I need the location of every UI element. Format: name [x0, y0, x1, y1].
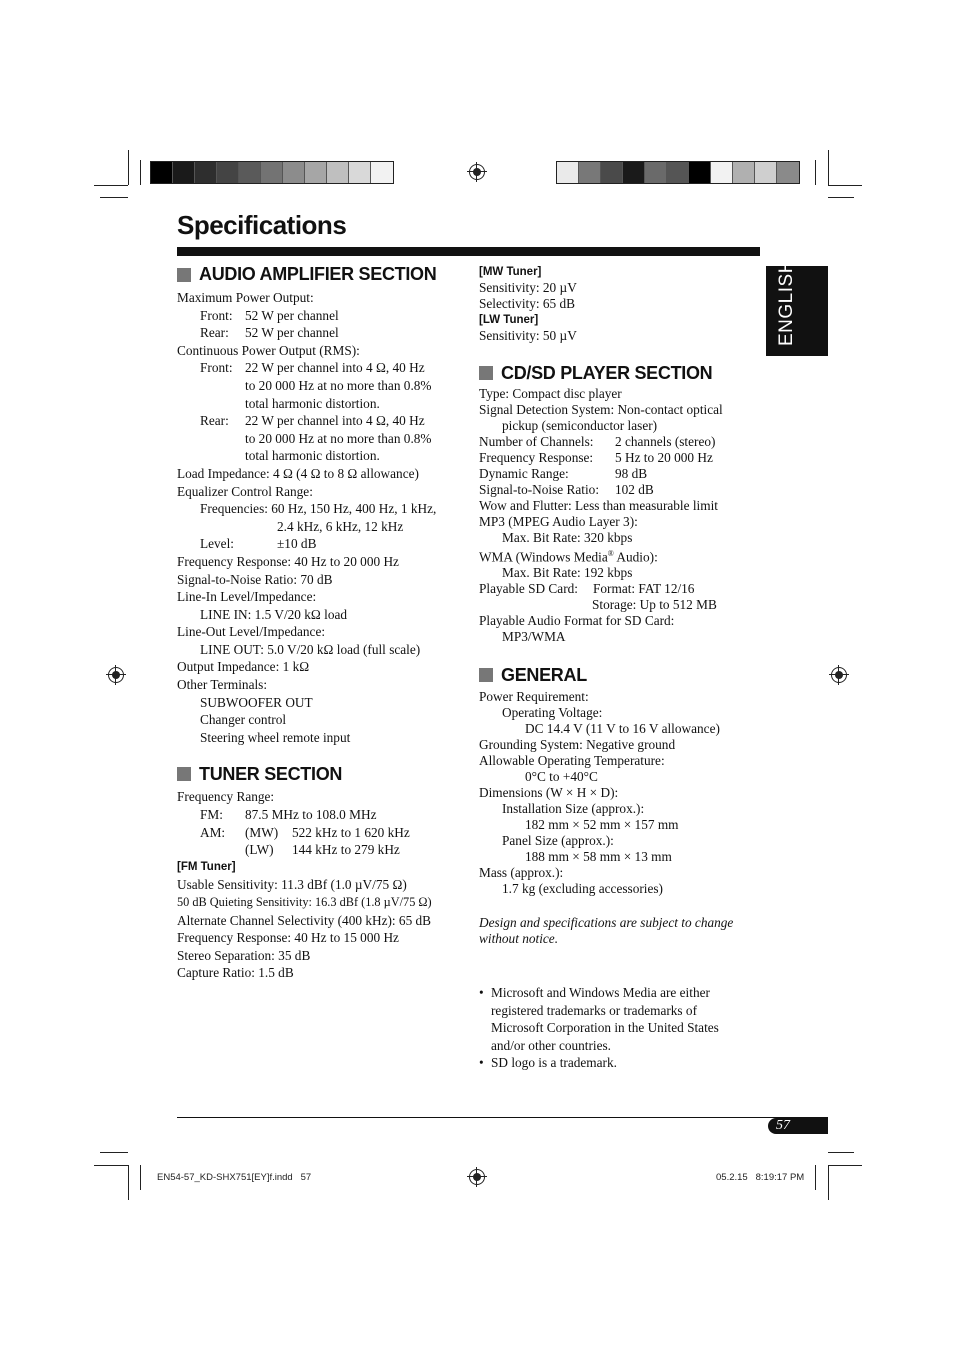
spec-line: Alternate Channel Selectivity (400 kHz): 65 dB: [177, 912, 432, 928]
color-calibration-bar-left: [150, 161, 394, 184]
spec-line: Frequencies: 60 Hz, 150 Hz, 400 Hz, 1 kHz,: [200, 501, 437, 517]
right-column: [479, 264, 769, 1072]
calibration-swatch: [667, 162, 689, 183]
section-title: AUDIO AMPLIFIER SECTION: [199, 264, 437, 285]
spec-line: Sensitivity: 20 µV: [479, 280, 577, 295]
calibration-swatch: [239, 162, 261, 183]
spec-line: Maximum Power Output:: [177, 290, 314, 305]
spec-line: Frequency Range:: [177, 789, 275, 805]
registration-mark-icon: [831, 667, 847, 683]
calibration-swatch: [733, 162, 755, 183]
spec-line: 2.4 kHz, 6 kHz, 12 kHz: [277, 518, 404, 534]
calibration-swatch: [305, 162, 327, 183]
color-calibration-bar-right: [556, 161, 800, 184]
spec-line: to 20 000 Hz at no more than 0.8%: [245, 377, 432, 393]
spec-line: Changer control: [200, 712, 287, 728]
spec-line: Load Impedance: 4 Ω (4 Ω to 8 Ω allowance): [177, 465, 419, 481]
spec-line: Installation Size (approx.):: [502, 801, 645, 817]
section-square-icon: [177, 767, 191, 781]
spec-line: Line-In Level/Impedance:: [177, 589, 317, 605]
spec-line: Frequency Response: 40 Hz to 20 000 Hz: [177, 553, 399, 569]
spec-line: Front: 22 W per channel into 4 Ω, 40 Hz: [200, 360, 425, 376]
section-title: GENERAL: [501, 665, 587, 686]
calibration-swatch: [217, 162, 239, 183]
spec-line: pickup (semiconductor laser): [502, 418, 658, 433]
spec-line: Frequency Response: 40 Hz to 15 000 Hz: [177, 930, 399, 946]
spec-line: Steering wheel remote input: [200, 729, 351, 745]
tuner-heading: [177, 763, 467, 785]
trademark-note: • SD logo is a trademark.: [479, 1055, 617, 1071]
calibration-swatch: [151, 162, 173, 183]
calibration-swatch: [711, 162, 733, 183]
spec-line: LINE IN: 1.5 V/20 kΩ load: [200, 606, 348, 622]
spec-line: MP3 (MPEG Audio Layer 3):: [479, 514, 638, 529]
calibration-swatch: [557, 162, 579, 183]
spec-line: Front: 52 W per channel: [200, 307, 339, 323]
bullet-icon: •: [479, 985, 484, 1001]
calibration-swatch: [645, 162, 667, 183]
language-label: ENGLISH: [776, 259, 797, 346]
spec-line: Capture Ratio: 1.5 dB: [177, 965, 294, 981]
spec-line: WMA (Windows Media® Audio):: [479, 549, 658, 565]
section-square-icon: [479, 366, 493, 380]
spec-line: 1.7 kg (excluding accessories): [502, 881, 663, 897]
spec-line: Level: ±10 dB: [200, 536, 317, 552]
fm-tuner-subheading: [FM Tuner]: [177, 860, 236, 873]
language-tab: [766, 259, 828, 356]
spec-line: Signal-to-Noise Ratio: 102 dB: [479, 482, 654, 497]
audio-amplifier-heading: [177, 264, 467, 286]
spec-line: Max. Bit Rate: 320 kbps: [502, 530, 633, 545]
registration-mark-icon: [108, 667, 124, 683]
page-title: Specifications: [177, 210, 347, 240]
calibration-swatch: [371, 162, 393, 183]
calibration-swatch: [283, 162, 305, 183]
section-square-icon: [177, 268, 191, 282]
calibration-swatch: [777, 162, 799, 183]
registration-mark-icon: [469, 164, 485, 180]
spec-line: to 20 000 Hz at no more than 0.8%: [245, 430, 432, 446]
spec-line: Storage: Up to 512 MB: [592, 597, 717, 613]
spec-line: Rear: 52 W per channel: [200, 325, 339, 341]
spec-line: Continuous Power Output (RMS):: [177, 342, 360, 358]
spec-line: Mass (approx.):: [479, 865, 564, 881]
specification-change-note: Design and specifications are subject to change without notice.: [479, 915, 734, 947]
spec-line: 182 mm × 52 mm × 157 mm: [525, 817, 679, 833]
spec-line: Playable SD Card: Format: FAT 12/16: [479, 581, 695, 597]
spec-line: Playable Audio Format for SD Card:: [479, 613, 675, 629]
spec-line: Dimensions (W × H × D):: [479, 785, 619, 801]
spec-line: Grounding System: Negative ground: [479, 737, 676, 753]
spec-line: Max. Bit Rate: 192 kbps: [502, 565, 633, 581]
calibration-swatch: [623, 162, 645, 183]
spec-line: Dynamic Range: 98 dB: [479, 466, 648, 481]
spec-line: Line-Out Level/Impedance:: [177, 624, 326, 640]
calibration-swatch: [327, 162, 349, 183]
spec-line: Selectivity: 65 dB: [479, 296, 576, 311]
spec-line: 50 dB Quieting Sensitivity: 16.3 dBf (1.8 µV/75 Ω): [177, 895, 432, 909]
left-column: [177, 264, 467, 982]
spec-line: Equalizer Control Range:: [177, 483, 313, 499]
calibration-swatch: [261, 162, 283, 183]
spec-line: (LW) 144 kHz to 279 kHz: [245, 842, 400, 858]
calibration-swatch: [689, 162, 711, 183]
spec-line: 0°C to +40°C: [525, 769, 598, 785]
print-file-info: EN54-57_KD-SHX751[EY]f.indd 57: [157, 1172, 312, 1183]
spec-line: Output Impedance: 1 kΩ: [177, 659, 310, 675]
spec-line: Type: Compact disc player: [479, 386, 622, 401]
cd-sd-player-heading: [479, 362, 769, 384]
spec-line: Allowable Operating Temperature:: [479, 753, 665, 769]
calibration-swatch: [579, 162, 601, 183]
spec-line: Signal Detection System: Non-contact optical: [479, 402, 723, 417]
spec-line: Rear: 22 W per channel into 4 Ω, 40 Hz: [200, 413, 425, 429]
page-number: 57: [768, 1118, 828, 1134]
lw-tuner-subheading: [LW Tuner]: [479, 314, 539, 326]
section-title: TUNER SECTION: [199, 763, 343, 784]
bullet-icon: •: [479, 1055, 484, 1071]
section-square-icon: [479, 668, 493, 682]
footer-rule: [177, 1117, 828, 1118]
calibration-swatch: [755, 162, 777, 183]
calibration-swatch: [195, 162, 217, 183]
spec-line: total harmonic distortion.: [245, 395, 380, 411]
spec-line: AM: (MW) 522 kHz to 1 620 kHz: [200, 824, 410, 840]
spec-line: Other Terminals:: [177, 677, 268, 693]
registration-mark-icon: [469, 1169, 485, 1185]
calibration-swatch: [173, 162, 195, 183]
spec-line: DC 14.4 V (11 V to 16 V allowance): [525, 721, 720, 737]
spec-line: Number of Channels: 2 channels (stereo): [479, 434, 716, 449]
spec-line: Wow and Flutter: Less than measurable limit: [479, 498, 718, 513]
spec-line: total harmonic distortion.: [245, 448, 380, 464]
spec-line: LINE OUT: 5.0 V/20 kΩ load (full scale): [200, 641, 421, 657]
spec-line: Sensitivity: 50 µV: [479, 328, 577, 343]
spec-line: Stereo Separation: 35 dB: [177, 947, 311, 963]
general-heading: [479, 664, 769, 686]
section-title: CD/SD PLAYER SECTION: [501, 363, 713, 383]
title-rule: [177, 247, 760, 256]
spec-line: Operating Voltage:: [502, 705, 603, 721]
spec-line: Signal-to-Noise Ratio: 70 dB: [177, 571, 333, 587]
print-date-info: 05.2.15 8:19:17 PM: [716, 1172, 805, 1183]
spec-line: Panel Size (approx.):: [502, 833, 614, 849]
spec-line: Power Requirement:: [479, 689, 589, 705]
mw-tuner-subheading: [MW Tuner]: [479, 266, 542, 278]
spec-line: Frequency Response: 5 Hz to 20 000 Hz: [479, 450, 713, 465]
spec-line: FM: 87.5 MHz to 108.0 MHz: [200, 807, 377, 823]
trademark-note: • Microsoft and Windows Media are either registered trademarks or trademarks of Microsoft Corporation in the United States and/or other countries.: [479, 985, 719, 1053]
spec-line: MP3/WMA: [502, 629, 566, 645]
spec-line: 188 mm × 58 mm × 13 mm: [525, 849, 672, 865]
calibration-swatch: [601, 162, 623, 183]
calibration-swatch: [349, 162, 371, 183]
spec-line: Usable Sensitivity: 11.3 dBf (1.0 µV/75 Ω): [177, 877, 407, 893]
spec-line: SUBWOOFER OUT: [200, 694, 313, 710]
